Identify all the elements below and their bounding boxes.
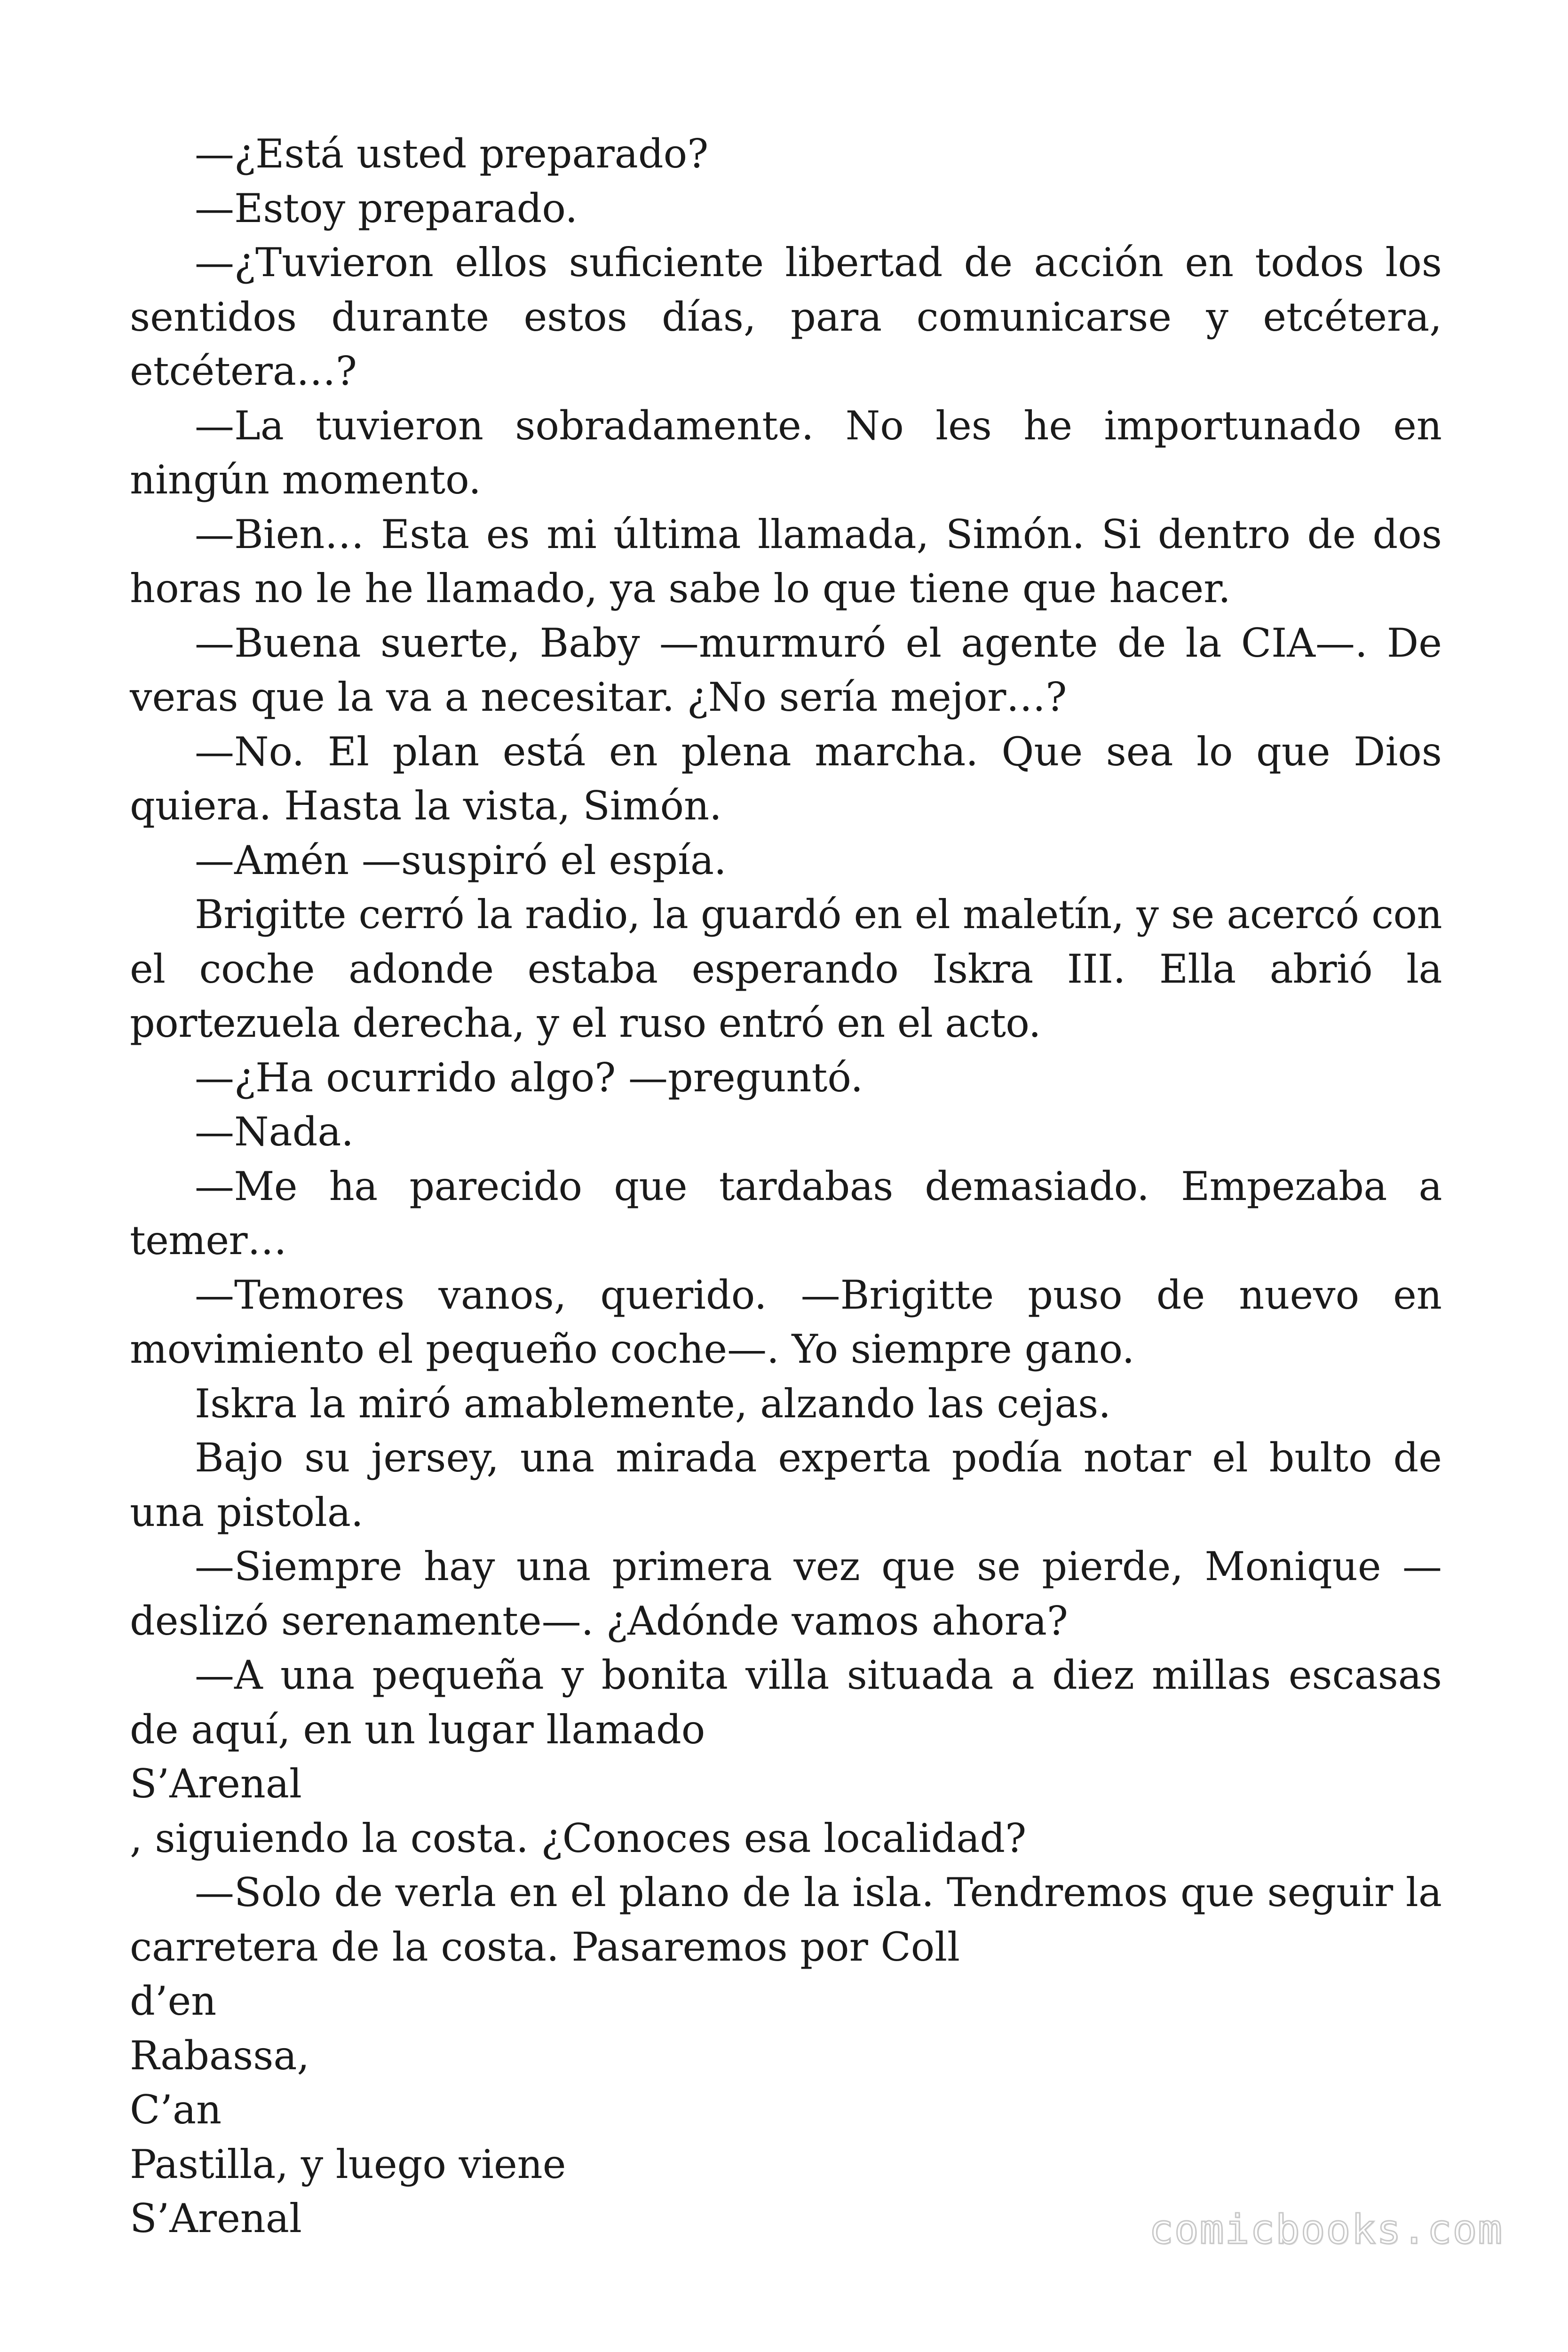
paragraph-fragment: Rabassa,: [130, 2032, 310, 2079]
paragraph: —Amén —suspiró el espía.: [195, 837, 727, 883]
book-page: [130, 127, 1442, 2246]
paragraph: —A una pequeña y bonita villa situada a diez millas escasas de aquí, en un lugar llamado: [130, 1652, 1442, 1753]
paragraph: —Me ha parecido que tardabas demasiado. Empezaba a temer…: [130, 1163, 1442, 1263]
paragraph: —Nada.: [195, 1109, 354, 1155]
paragraph-fragment: S’Arenal: [130, 2195, 302, 2241]
paragraph-fragment: S’Arenal: [130, 1761, 302, 1807]
paragraph: —¿Tuvieron ellos suficiente libertad de acción en todos los sentidos durante estos días, para comunicarse y etcétera, etcétera…?: [130, 239, 1442, 394]
paragraph: —¿Ha ocurrido algo? —preguntó.: [195, 1054, 863, 1101]
paragraph: —Temores vanos, querido. —Brigitte puso de nuevo en movimiento el pequeño coche—. Yo siempre gano.: [130, 1271, 1442, 1372]
paragraph: —Bien… Esta es mi última llamada, Simón. Si dentro de dos horas no le he llamado, ya sabe lo que tiene que hacer.: [130, 511, 1442, 612]
watermark: comicbooks.com: [1149, 2206, 1503, 2253]
paragraph-fragment: Pastilla, y luego viene: [130, 2141, 566, 2187]
paragraph: Brigitte cerró la radio, la guardó en el maletín, y se acercó con el coche adonde estaba esperando Iskra III. Ella abrió la portezuela derecha, y el ruso entró en el acto.: [130, 891, 1442, 1046]
paragraph: —Solo de verla en el plano de la isla. Tendremos que seguir la carretera de la costa. Pasaremos por Coll: [130, 1869, 1442, 1970]
paragraph: —Buena suerte, Baby —murmuró el agente de la CIA—. De veras que la va a necesitar. ¿No sería mejor…?: [130, 620, 1442, 720]
paragraph-fragment: C’an: [130, 2087, 222, 2133]
paragraph: —Estoy preparado.: [195, 185, 578, 231]
paragraph: —¿Está usted preparado?: [195, 131, 709, 177]
paragraph: Iskra la miró amablemente, alzando las cejas.: [195, 1380, 1111, 1427]
paragraph-fragment: , siguiendo la costa. ¿Conoces esa localidad?: [130, 1815, 1027, 1861]
paragraph: —No. El plan está en plena marcha. Que sea lo que Dios quiera. Hasta la vista, Simón.: [130, 728, 1442, 829]
paragraph-fragment: d’en: [130, 1978, 217, 2024]
paragraph: —Siempre hay una primera vez que se pierde, Monique —deslizó serenamente—. ¿Adónde vamos ahora?: [130, 1543, 1442, 1644]
paragraph: —La tuvieron sobradamente. No les he importunado en ningún momento.: [130, 402, 1442, 503]
paragraph: Bajo su jersey, una mirada experta podía notar el bulto de una pistola.: [130, 1435, 1442, 1535]
